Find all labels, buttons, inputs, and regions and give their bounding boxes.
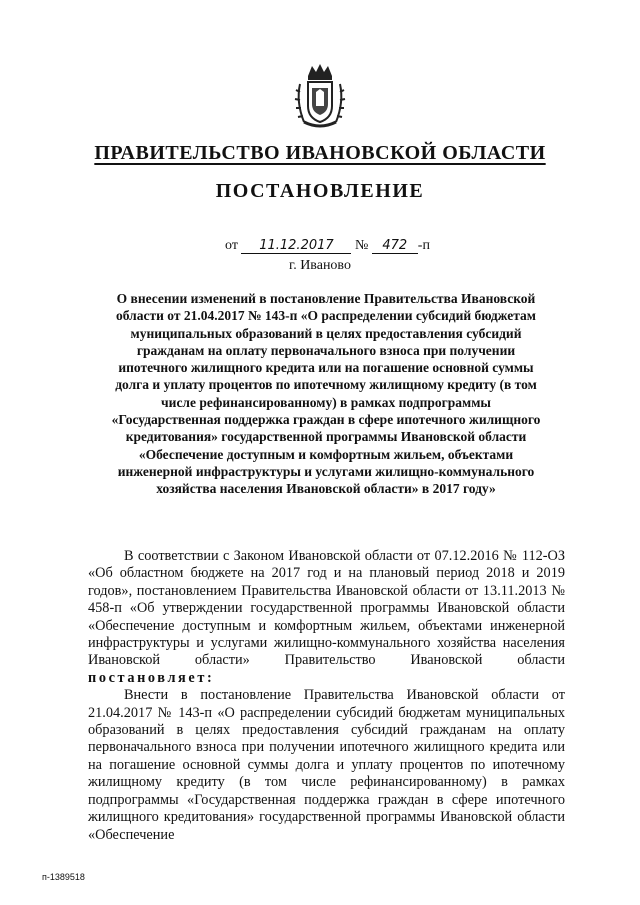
number-suffix: -п: [417, 238, 430, 253]
coat-of-arms-icon: [294, 62, 346, 130]
document-body: [88, 548, 565, 844]
footer-code: п-1389518: [42, 872, 85, 882]
paragraph-text: В соответствии с Законом Ивановской области от 07.12.2016 № 112-ОЗ «Об областном бюджете на 2017 год и на плановый период 2018 и 2019 годов», постановлением Правительства Ивановской области от 13.11.2013 № 458-п «Об утверждении государственной программы Ивановской области «Обеспечение доступным и комфортным жильем, объектами инженерной инфраструктуры и услугами жилищно-коммунального хозяйства населения Ивановской области» Правительство Ивановской области: [88, 548, 565, 669]
document-number: 472: [372, 239, 418, 254]
document-subject: О внесении изменений в постановление Правительства Ивановской области от 21.04.2017 № 143-п «О распределении субсидий бюджетам муниципальных образований в целях предоставления субсидий гражданам на оплату первоначального взноса при получении ипотечного жилищного кредита или на погашение основной суммы долга и уплату процентов по ипотечному жилищному кредиту (в том числе рефинансированному) в рамках подпрограммы «Государственная поддержка граждан в сфере ипотечного жилищного кредитования» государственной программы Ивановской области «Обеспечение доступным и комфортным жильем, объектами инженерной инфраструктуры и услугами жилищно-коммунального хозяйства населения Ивановской области» в 2017 году»: [111, 291, 541, 497]
city: г. Иваново: [289, 258, 351, 273]
document-type: ПОСТАНОВЛЕНИЕ: [215, 180, 425, 202]
body-paragraph: Внести в постановление Правительства Ивановской области от 21.04.2017 № 143-п «О распределении субсидий бюджетам муниципальных образований в целях предоставления субсидий гражданам на оплату первоначального взноса при получении ипотечного жилищного кредита или на погашение основной суммы долга и уплату процентов по ипотечному жилищному кредиту (в том числе рефинансированному) в рамках подпрограммы «Государственная поддержка граждан в сфере ипотечного жилищного кредитования» государственной программы Ивановской области «Обеспечение: [88, 687, 565, 843]
resolution-word: постановляет:: [88, 669, 215, 686]
number-sign: №: [354, 238, 369, 253]
date-number-line: [225, 238, 430, 254]
date-prefix: от: [225, 238, 238, 253]
body-paragraph: [88, 548, 565, 687]
document-date: 11.12.2017: [241, 239, 351, 254]
government-name: ПРАВИТЕЛЬСТВО ИВАНОВСКОЙ ОБЛАСТИ: [94, 142, 546, 164]
